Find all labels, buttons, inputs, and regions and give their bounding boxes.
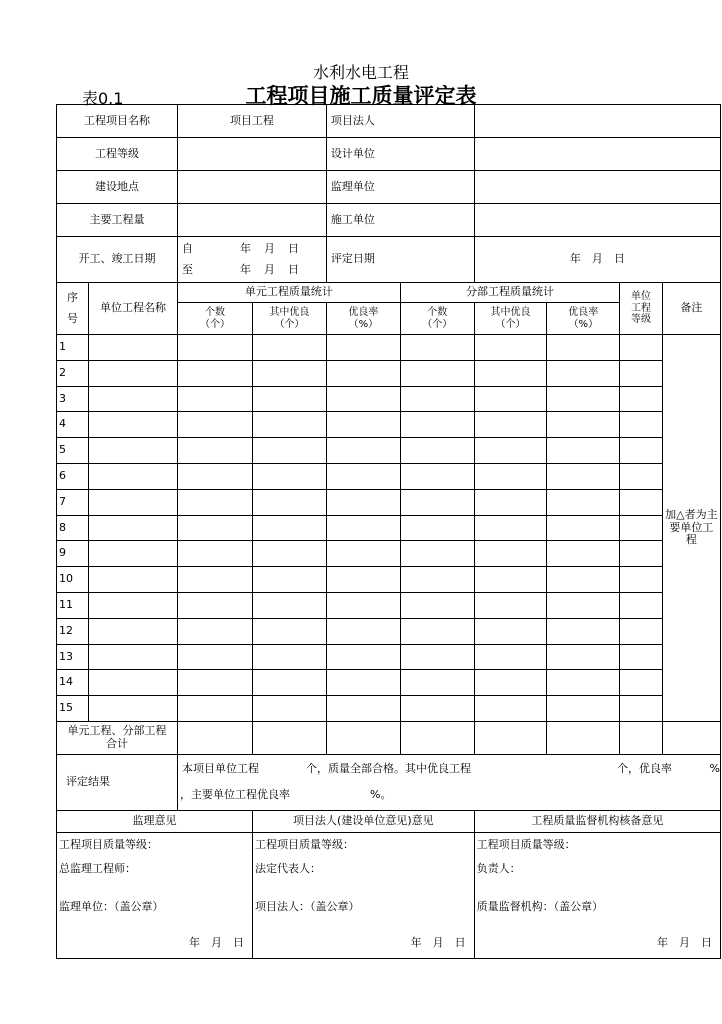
evaluation-form xyxy=(56,104,721,959)
stat-cell[interactable] xyxy=(620,412,663,438)
stat-cell[interactable] xyxy=(253,541,327,567)
excellent-unit: （个） xyxy=(495,318,526,330)
table-row xyxy=(57,438,721,464)
row-number: 2 xyxy=(57,360,89,386)
stat-cell[interactable] xyxy=(178,335,253,361)
table-row xyxy=(57,360,721,386)
eval-date-label: 评定日期 xyxy=(326,237,474,283)
stat-cell[interactable] xyxy=(547,360,620,386)
construction-unit-value[interactable] xyxy=(474,204,720,237)
legal-representative-label: 法定代表人： xyxy=(255,861,321,875)
from-label: 自 xyxy=(182,241,193,255)
stat-cell[interactable] xyxy=(178,592,253,618)
table-row xyxy=(57,489,721,515)
total-label-line2: 合计 xyxy=(106,736,128,750)
month-label: 月 xyxy=(264,241,275,255)
stat-cell[interactable] xyxy=(400,412,474,438)
row-number: 8 xyxy=(57,515,89,541)
result-label: 评定结果 xyxy=(66,775,110,789)
stat-cell[interactable] xyxy=(547,335,620,361)
excellent-label: 其中优良 xyxy=(269,307,310,318)
rate-label: 优良率 xyxy=(348,307,379,318)
supervision-engineer-label: 总监理工程师： xyxy=(59,861,136,875)
table-row xyxy=(57,335,721,361)
stat-cell[interactable] xyxy=(253,618,327,644)
stat-cell[interactable] xyxy=(547,567,620,593)
stat-cell[interactable] xyxy=(474,644,547,670)
rate-unit: （%） xyxy=(348,318,379,330)
stat-cell[interactable] xyxy=(400,463,474,489)
quality-person-label: 负责人： xyxy=(476,861,521,875)
stat-cell[interactable] xyxy=(547,644,620,670)
stat-cell[interactable] xyxy=(474,592,547,618)
stat-cell[interactable] xyxy=(547,515,620,541)
stat-cell[interactable] xyxy=(89,515,178,541)
table-row xyxy=(57,386,721,412)
year-label: 年 xyxy=(240,241,251,255)
stat-cell[interactable] xyxy=(547,670,620,696)
result-line1-c: 个，优良率 xyxy=(617,761,672,775)
stat-cell[interactable] xyxy=(253,670,327,696)
start-date-line xyxy=(178,243,326,256)
result-line-1 xyxy=(178,763,720,776)
legal-person-value[interactable] xyxy=(474,105,720,138)
result-text xyxy=(178,754,721,810)
stat-cell[interactable] xyxy=(178,515,253,541)
stat-cell[interactable] xyxy=(547,412,620,438)
legal-person-label: 项目法人 xyxy=(326,105,474,138)
table-row xyxy=(57,463,721,489)
stat-cell[interactable] xyxy=(178,567,253,593)
stat-cell[interactable] xyxy=(400,644,474,670)
stat-cell[interactable] xyxy=(253,644,327,670)
stat-cell[interactable] xyxy=(178,412,253,438)
supervision-unit-label: 监理单位 xyxy=(326,171,474,204)
stat-cell[interactable] xyxy=(400,618,474,644)
total-cell[interactable] xyxy=(253,721,327,754)
legal-unit-stamp-label: 项目法人：（盖公章） xyxy=(255,899,360,913)
stats-rows xyxy=(57,335,721,722)
stat-cell[interactable] xyxy=(178,644,253,670)
row-number: 7 xyxy=(57,489,89,515)
total-label xyxy=(57,721,178,754)
eval-date-value[interactable]: 年 月 日 xyxy=(474,237,720,283)
stat-cell[interactable] xyxy=(400,670,474,696)
stat-cell[interactable] xyxy=(400,360,474,386)
row-number: 13 xyxy=(57,644,89,670)
stat-cell[interactable] xyxy=(89,412,178,438)
row-number: 11 xyxy=(57,592,89,618)
legal-date: 年 月 日 xyxy=(410,935,466,949)
table-row xyxy=(57,412,721,438)
stat-cell[interactable] xyxy=(253,335,327,361)
table-row xyxy=(57,567,721,593)
remark-note: 加△者为主要单位工程 xyxy=(662,335,720,722)
stat-cell[interactable] xyxy=(89,386,178,412)
total-cell[interactable] xyxy=(547,721,620,754)
stat-cell[interactable] xyxy=(253,489,327,515)
to-label: 至 xyxy=(182,262,193,276)
stat-cell[interactable] xyxy=(253,360,327,386)
stat-cell[interactable] xyxy=(89,618,178,644)
stat-cell[interactable] xyxy=(326,618,400,644)
stat-cell[interactable] xyxy=(253,515,327,541)
stat-cell[interactable] xyxy=(547,541,620,567)
stat-cell[interactable] xyxy=(178,360,253,386)
division-stats-header: 分部工程质量统计 xyxy=(400,283,619,303)
stat-cell[interactable] xyxy=(547,463,620,489)
quality-unit-stamp-label: 质量监督机构：（盖公章） xyxy=(476,899,604,913)
count-label: 个数 xyxy=(427,307,448,318)
total-cell[interactable] xyxy=(326,721,400,754)
table-row xyxy=(57,541,721,567)
stat-cell[interactable] xyxy=(400,386,474,412)
stat-cell[interactable] xyxy=(178,670,253,696)
result-line-2 xyxy=(178,789,720,802)
design-unit-value[interactable] xyxy=(474,138,720,171)
stat-cell[interactable] xyxy=(89,670,178,696)
stat-cell[interactable] xyxy=(474,438,547,464)
stat-cell[interactable] xyxy=(400,541,474,567)
document-supertitle: 水利水电工程 xyxy=(312,63,409,82)
table-row xyxy=(57,670,721,696)
stat-cell[interactable] xyxy=(326,541,400,567)
stat-cell[interactable] xyxy=(474,463,547,489)
stat-cell[interactable] xyxy=(178,541,253,567)
stat-cell[interactable] xyxy=(326,670,400,696)
design-unit-label: 设计单位 xyxy=(326,138,474,171)
stat-cell[interactable] xyxy=(89,644,178,670)
stat-cell[interactable] xyxy=(474,618,547,644)
stat-cell[interactable] xyxy=(474,670,547,696)
stat-cell[interactable] xyxy=(178,696,253,722)
stat-cell[interactable] xyxy=(326,463,400,489)
stat-cell[interactable] xyxy=(620,567,663,593)
stat-cell[interactable] xyxy=(326,696,400,722)
legal-opinion-box[interactable] xyxy=(253,832,475,958)
stat-cell[interactable] xyxy=(253,463,327,489)
stat-cell[interactable] xyxy=(178,438,253,464)
row-number: 15 xyxy=(57,696,89,722)
supervision-opinion-header: 监理意见 xyxy=(57,810,253,832)
row-number: 6 xyxy=(57,463,89,489)
stat-cell[interactable] xyxy=(620,644,663,670)
stat-cell[interactable] xyxy=(89,567,178,593)
row-number: 12 xyxy=(57,618,89,644)
stat-cell[interactable] xyxy=(400,438,474,464)
quality-date: 年 月 日 xyxy=(657,935,712,949)
quality-grade-label: 工程项目质量等级： xyxy=(476,837,576,851)
stat-cell[interactable] xyxy=(326,515,400,541)
stat-cell[interactable] xyxy=(326,438,400,464)
supervision-unit-stamp-label: 监理单位：（盖公章） xyxy=(59,899,164,913)
division-count-header xyxy=(400,303,474,335)
table-number: 表0.1 xyxy=(82,89,124,108)
stat-cell[interactable] xyxy=(400,335,474,361)
stat-cell[interactable] xyxy=(326,360,400,386)
table-row xyxy=(57,592,721,618)
unit-grade-header xyxy=(620,283,663,335)
seq-header-line1: 序 xyxy=(67,290,78,304)
total-cell[interactable] xyxy=(400,721,474,754)
supervision-opinion-box[interactable] xyxy=(57,832,253,958)
supervision-date: 年 月 日 xyxy=(189,935,244,949)
element-count-header xyxy=(178,303,253,335)
total-cell[interactable] xyxy=(662,721,720,754)
stat-cell[interactable] xyxy=(89,489,178,515)
location-label: 建设地点 xyxy=(57,171,178,204)
stat-cell[interactable] xyxy=(400,592,474,618)
day-label: 日 xyxy=(288,241,299,255)
stat-cell[interactable] xyxy=(89,696,178,722)
stat-cell[interactable] xyxy=(547,592,620,618)
stat-cell[interactable] xyxy=(620,696,663,722)
stat-cell[interactable] xyxy=(547,618,620,644)
quality-opinion-header: 工程质量监督机构核备意见 xyxy=(474,810,720,832)
stat-cell[interactable] xyxy=(253,386,327,412)
day-label: 日 xyxy=(288,262,299,276)
stat-cell[interactable] xyxy=(474,489,547,515)
row-number: 10 xyxy=(57,567,89,593)
stat-cell[interactable] xyxy=(547,696,620,722)
stat-cell[interactable] xyxy=(474,360,547,386)
result-line2-b: %。 xyxy=(370,788,392,802)
excellent-unit: （个） xyxy=(274,318,305,330)
supervision-grade-label: 工程项目质量等级： xyxy=(59,837,158,851)
stat-cell[interactable] xyxy=(474,541,547,567)
supervision-unit-value[interactable] xyxy=(474,171,720,204)
element-rate-header xyxy=(326,303,400,335)
stat-cell[interactable] xyxy=(400,696,474,722)
result-line1-b: 个，质量全部合格。其中优良工程 xyxy=(306,761,471,775)
stat-cell[interactable] xyxy=(620,463,663,489)
stat-cell[interactable] xyxy=(620,670,663,696)
end-date-line xyxy=(178,264,326,277)
location-value[interactable] xyxy=(178,171,327,204)
stat-cell[interactable] xyxy=(620,489,663,515)
stat-cell[interactable] xyxy=(178,463,253,489)
total-cell[interactable] xyxy=(178,721,253,754)
unit-name-header: 单位工程名称 xyxy=(89,283,178,335)
table-row xyxy=(57,644,721,670)
total-label-line1: 单元工程、分部工程 xyxy=(67,724,167,738)
stat-cell[interactable] xyxy=(326,412,400,438)
stat-cell[interactable] xyxy=(620,515,663,541)
stat-cell[interactable] xyxy=(178,489,253,515)
stat-cell[interactable] xyxy=(620,438,663,464)
grade-label: 工程等级 xyxy=(57,138,178,171)
element-excellent-header xyxy=(253,303,327,335)
row-number: 3 xyxy=(57,386,89,412)
construction-unit-label: 施工单位 xyxy=(326,204,474,237)
stat-cell[interactable] xyxy=(474,335,547,361)
result-line2-a: ，主要单位工程优良率 xyxy=(180,788,290,802)
grade-header-line3: 等级 xyxy=(630,314,651,326)
stat-cell[interactable] xyxy=(253,438,327,464)
stat-cell[interactable] xyxy=(400,567,474,593)
table-row xyxy=(57,618,721,644)
result-line1-d: % xyxy=(709,761,720,775)
stat-cell[interactable] xyxy=(620,360,663,386)
stat-cell[interactable] xyxy=(253,592,327,618)
year-label: 年 xyxy=(240,262,251,276)
excellent-label: 其中优良 xyxy=(490,307,531,318)
stat-cell[interactable] xyxy=(474,386,547,412)
stat-cell[interactable] xyxy=(547,438,620,464)
count-unit: （个） xyxy=(422,318,453,330)
stat-cell[interactable] xyxy=(326,567,400,593)
stat-cell[interactable] xyxy=(253,412,327,438)
stat-cell[interactable] xyxy=(326,335,400,361)
stat-cell[interactable] xyxy=(474,515,547,541)
stat-cell[interactable] xyxy=(326,489,400,515)
stat-cell[interactable] xyxy=(620,386,663,412)
rate-label: 优良率 xyxy=(568,307,599,318)
grade-header-line2: 工程 xyxy=(630,302,651,314)
stat-cell[interactable] xyxy=(89,592,178,618)
stat-cell[interactable] xyxy=(620,541,663,567)
remark-header: 备注 xyxy=(662,283,720,335)
grade-header-line1: 单位 xyxy=(630,291,651,303)
stat-cell[interactable] xyxy=(178,386,253,412)
row-number: 14 xyxy=(57,670,89,696)
seq-header-line2: 号 xyxy=(67,311,78,325)
stat-cell[interactable] xyxy=(326,644,400,670)
table-row xyxy=(57,696,721,722)
month-label: 月 xyxy=(264,262,275,276)
count-unit: （个） xyxy=(200,318,230,330)
legal-opinion-header: 项目法人(建设单位意见)意见 xyxy=(253,810,475,832)
row-number: 5 xyxy=(57,438,89,464)
row-number: 9 xyxy=(57,541,89,567)
stat-cell[interactable] xyxy=(89,541,178,567)
division-excellent-header xyxy=(474,303,547,335)
page-title: 工程项目施工质量评定表 xyxy=(245,84,477,108)
stat-cell[interactable] xyxy=(89,463,178,489)
rate-unit: （%） xyxy=(568,318,599,330)
grade-value[interactable] xyxy=(178,138,327,171)
element-stats-header: 单元工程质量统计 xyxy=(178,283,401,303)
stat-cell[interactable] xyxy=(474,412,547,438)
project-name-label: 工程项目名称 xyxy=(57,105,178,138)
dates-value[interactable] xyxy=(178,237,327,283)
result-line1-a: 本项目单位工程 xyxy=(182,761,259,775)
total-cell[interactable] xyxy=(620,721,663,754)
stat-cell[interactable] xyxy=(400,489,474,515)
stat-cell[interactable] xyxy=(326,386,400,412)
count-label: 个数 xyxy=(205,307,225,318)
legal-grade-label: 工程项目质量等级： xyxy=(255,837,354,851)
seq-header xyxy=(57,283,89,335)
result-label-cell xyxy=(57,754,178,810)
stat-cell[interactable] xyxy=(89,335,178,361)
row-number: 1 xyxy=(57,335,89,361)
stat-cell[interactable] xyxy=(547,489,620,515)
stat-cell[interactable] xyxy=(89,360,178,386)
stat-cell[interactable] xyxy=(326,592,400,618)
main-works-value[interactable] xyxy=(178,204,327,237)
division-rate-header xyxy=(547,303,620,335)
stat-cell[interactable] xyxy=(547,386,620,412)
row-number: 4 xyxy=(57,412,89,438)
stat-cell[interactable] xyxy=(253,567,327,593)
project-name-value[interactable]: 项目工程 xyxy=(178,105,327,138)
stat-cell[interactable] xyxy=(620,335,663,361)
stat-cell[interactable] xyxy=(474,567,547,593)
stat-cell[interactable] xyxy=(400,515,474,541)
stat-cell[interactable] xyxy=(620,592,663,618)
table-row xyxy=(57,515,721,541)
stat-cell[interactable] xyxy=(620,618,663,644)
stat-cell[interactable] xyxy=(253,696,327,722)
stat-cell[interactable] xyxy=(178,618,253,644)
main-works-label: 主要工程量 xyxy=(57,204,178,237)
quality-opinion-box[interactable] xyxy=(474,832,720,958)
total-cell[interactable] xyxy=(474,721,547,754)
stat-cell[interactable] xyxy=(89,438,178,464)
dates-label: 开工、竣工日期 xyxy=(57,237,178,283)
stat-cell[interactable] xyxy=(474,696,547,722)
